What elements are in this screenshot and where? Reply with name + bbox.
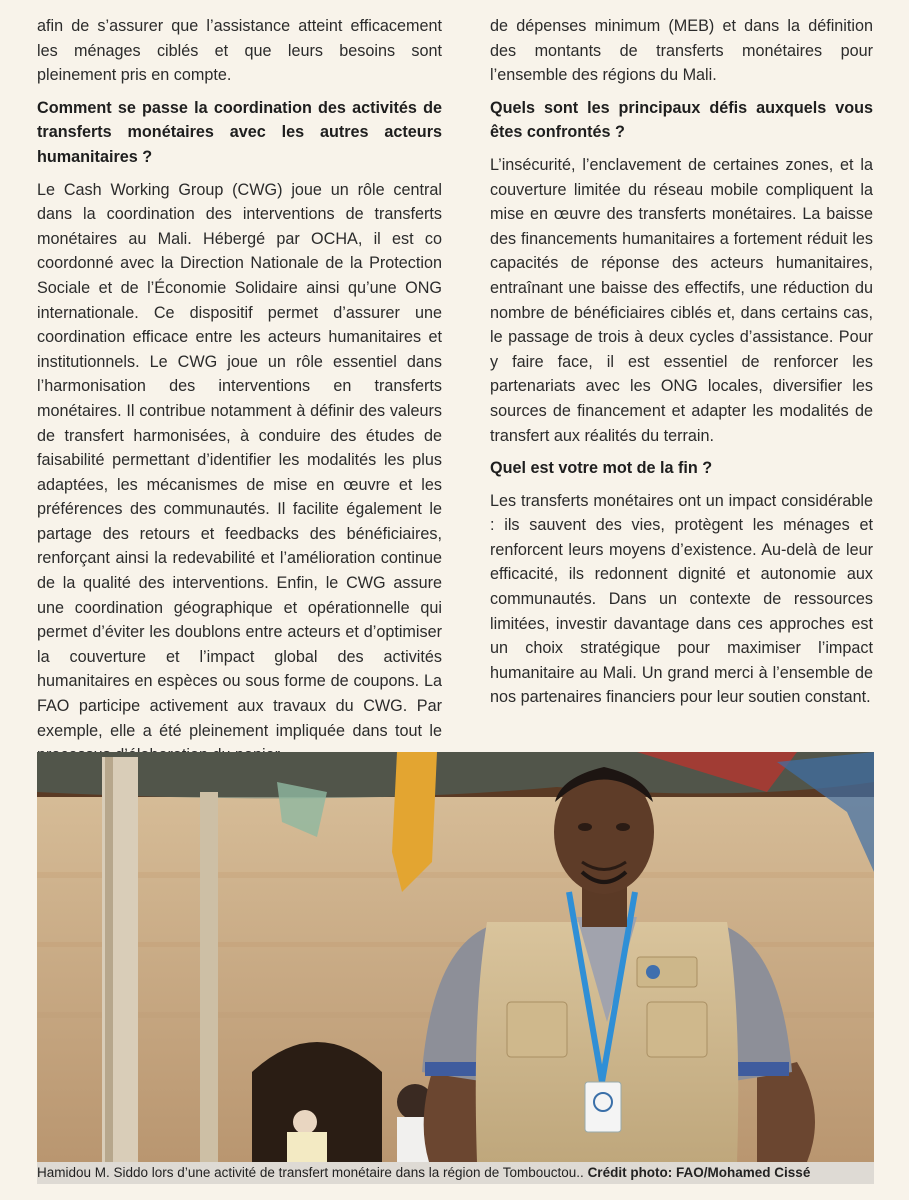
question-heading-final-word: Quel est votre mot de la fin ? xyxy=(490,459,713,478)
left-paragraph-2: Le Cash Working Group (CWG) joue un rôle central dans la coordination des interventions de transferts monétaires au Mali. Hébergé par OCHA, il est co coordonné avec la Direction Nationale de la Protection Sociale et de l’Économie Solidaire ainsi qu’une ONG internationale. Ce dispositif permet d’assurer une coordination efficace entre les acteurs humanitaires et institutionnels. Le CWG joue un rôle essentiel dans l’harmonisation des interventions en transferts monétaires. Il contribue notamment à définir des valeurs de transfert harmonisées, à conduire des études de faisabilité permettant d’identifier les modalités les plus adaptées, les mécanismes de mise en œuvre et les préférences des communautés. Il facilite également le partage des retours et feedbacks des bénéficiaires, renforçant ainsi la redevabilité et l’amélioration continue de la qualité des interventions. Enfin, le CWG assure une coordination géographique et opérationnelle qui permet d’éviter les doublons entre acteurs et d’optimiser la couverture et l’impact global des activités humanitaires en espèces ou sous forme de coupons. La FAO participe activement aux travaux du CWG. Par exemple, elle a été pleinement impliquée dans tout le xyxy=(37,180,442,740)
caption-text: Hamidou M. Siddo lors d’une activité de transfert monétaire dans la région de Tombouctou.. xyxy=(37,1165,588,1180)
right-column xyxy=(490,14,873,718)
photo-credit: Crédit photo: FAO/Mohamed Cissé xyxy=(587,1165,811,1180)
right-paragraph-2: L’insécurité, l’enclavement de certaines zones, et la couverture limitée du réseau mobile compliquent la mise en œuvre des transferts monétaires. La baisse des financements humanitaires a fortement réduit les capacités de réponse des acteurs humanitaires, entraînant une baisse des effectifs, une réduction du nombre de bénéficiaires ciblés et, dans certains cas, le passage de trois à deux cycles d’assistance. Pour y faire face, il est essentiel de renforcer les partenariats avec les ONG locales, diversifier les sources de financement et adapter les modalités de transfert aux réalités du terrain. xyxy=(490,155,873,445)
right-paragraph-1: de dépenses minimum (MEB) et dans la définition des montants de transferts monétaires pour l’ensemble des régions du Mali. xyxy=(490,17,873,85)
question-heading-challenges: Quels sont les principaux défis auxquels vous êtes confrontés ? xyxy=(490,98,873,142)
left-paragraph-1: afin de s’assurer que l’assistance atteint efficacement les ménages ciblés et que leurs besoins sont pleinement pris en compte. xyxy=(37,17,442,85)
photo-caption xyxy=(37,1162,874,1184)
right-paragraph-3: Les transferts monétaires ont un impact considérable : ils sauvent des vies, protègent les ménages et renforcent leurs moyens d’existence. Au-delà de leur efficacité, ils redonnent dignité et autonomie aux communautés. Dans un contexte de ressources limitées, investir davantage dans ces approches est un choix stratégique pour maximiser l’impact humanitaire au Mali. Un grand merci à l’ensemble de nos partenaires financiers pour leur soutien constant. xyxy=(490,491,873,707)
portrait-photo xyxy=(37,752,874,1162)
question-heading-coordination: Comment se passe la coordination des activités de transferts monétaires avec les autres acteurs humanitaires ? xyxy=(37,98,442,166)
left-column xyxy=(37,14,442,776)
